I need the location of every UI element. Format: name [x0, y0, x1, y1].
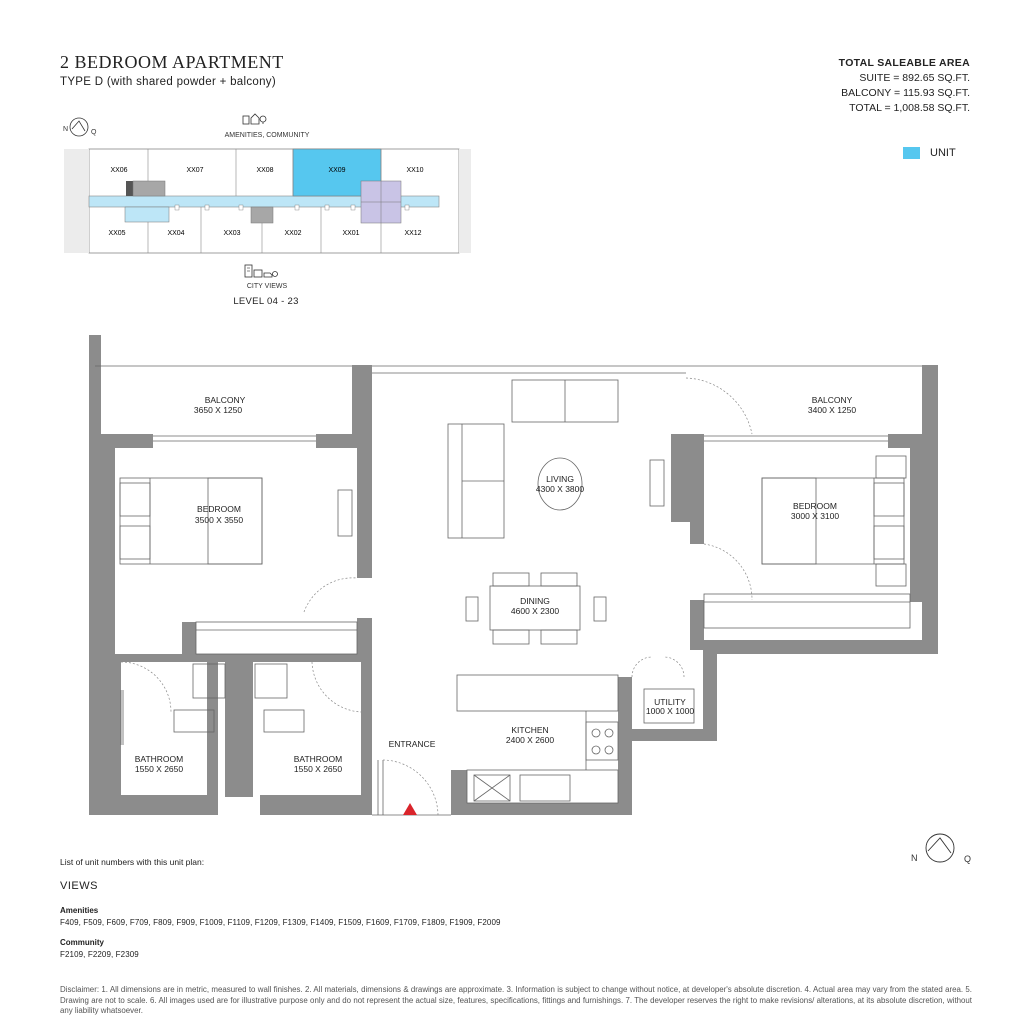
room-name: BALCONY — [204, 395, 246, 405]
keyplan-unit-label: XX03 — [223, 230, 241, 237]
keyplan-top-view-label: AMENITIES, COMMUNITY — [224, 132, 310, 139]
keyplan-unit-label: XX08 — [256, 167, 274, 174]
room-name: LIVING — [546, 474, 574, 484]
room-name: UTILITY — [654, 697, 686, 707]
entrance-marker-icon — [403, 803, 417, 815]
keyplan-compass-n: N — [63, 126, 69, 133]
disclaimer: Disclaimer: 1. All dimensions are in metric, measured to wall finishes. 2. All materials, dimensions & drawings are approximate. 3. Information is subject to change without notice, at developer's absolute discretion. 4. Actual area may vary from the stated area. 5. Drawing are not to scale. 6. All images used are for illustrative purpose only and do not represent the actual size, features, specifications, fittings and furnishings. 7. The developer reserves the right to make revisions/ alterations, at its absolute discretion, without any liability whatsoever. — [60, 985, 972, 1015]
plan-compass-q: Q — [964, 854, 972, 864]
community-units: F2109, F2209, F2309 — [60, 950, 139, 959]
page-subtitle: TYPE D (with shared powder + balcony) — [60, 76, 276, 88]
page-title: 2 BEDROOM APARTMENT — [60, 52, 284, 72]
keyplan-bottom-view-label: CITY VIEWS — [246, 283, 288, 290]
level-label: LEVEL 04 - 23 — [233, 296, 299, 307]
plan-compass-icon — [911, 834, 971, 864]
keyplan-unit-label: XX07 — [186, 167, 204, 174]
room-dim: 3400 X 1250 — [807, 405, 857, 415]
room-name: BATHROOM — [134, 754, 184, 764]
area-suite: SUITE = 892.65 SQ.FT. — [859, 72, 970, 84]
room-dim: 3650 X 1250 — [193, 405, 243, 415]
area-balcony: BALCONY = 115.93 SQ.FT. — [841, 87, 970, 99]
entrance-label: ENTRANCE — [388, 739, 436, 749]
keyplan-compass-q: Q — [91, 129, 97, 136]
legend-label: UNIT — [930, 147, 956, 159]
room-dim: 1550 X 2650 — [134, 764, 184, 774]
keyplan-unit-label-highlight: XX09 — [328, 167, 346, 174]
keyplan-unit-label: XX10 — [406, 167, 424, 174]
room-dim: 4600 X 2300 — [510, 606, 560, 616]
views-heading: VIEWS — [60, 880, 98, 892]
room-name: KITCHEN — [511, 725, 549, 735]
room-dim: 1550 X 2650 — [293, 764, 343, 774]
community-heading: Community — [60, 938, 104, 947]
area-total: TOTAL = 1,008.58 SQ.FT. — [849, 102, 970, 114]
keyplan-unit-label: XX05 — [108, 230, 126, 237]
units-list-heading: List of unit numbers with this unit plan: — [60, 857, 205, 867]
room-dim: 1000 X 1000 — [645, 706, 695, 716]
room-name: BATHROOM — [293, 754, 343, 764]
keyplan-unit-label: XX02 — [284, 230, 302, 237]
keyplan-unit-label: XX12 — [404, 230, 422, 237]
room-dim: 4300 X 3800 — [535, 484, 585, 494]
room-name: DINING — [520, 596, 550, 606]
room-dim: 2400 X 2600 — [505, 735, 555, 745]
plan-compass-n: N — [911, 853, 918, 863]
keyplan-unit-label: XX01 — [342, 230, 360, 237]
room-dim: 3500 X 3550 — [194, 515, 244, 525]
keyplan-unit-label: XX06 — [110, 167, 128, 174]
room-name: BALCONY — [811, 395, 853, 405]
amenities-heading: Amenities — [60, 906, 99, 915]
room-name: BEDROOM — [197, 504, 241, 514]
keyplan-unit-label: XX04 — [167, 230, 185, 237]
room-dim: 3000 X 3100 — [790, 511, 840, 521]
room-name: BEDROOM — [793, 501, 837, 511]
amenities-units: F409, F509, F609, F709, F809, F909, F1009, F1109, F1209, F1309, F1409, F1509, F1609, F1709, F1809, F1909, F2009 — [60, 918, 501, 927]
area-heading: TOTAL SALEABLE AREA — [838, 57, 970, 69]
